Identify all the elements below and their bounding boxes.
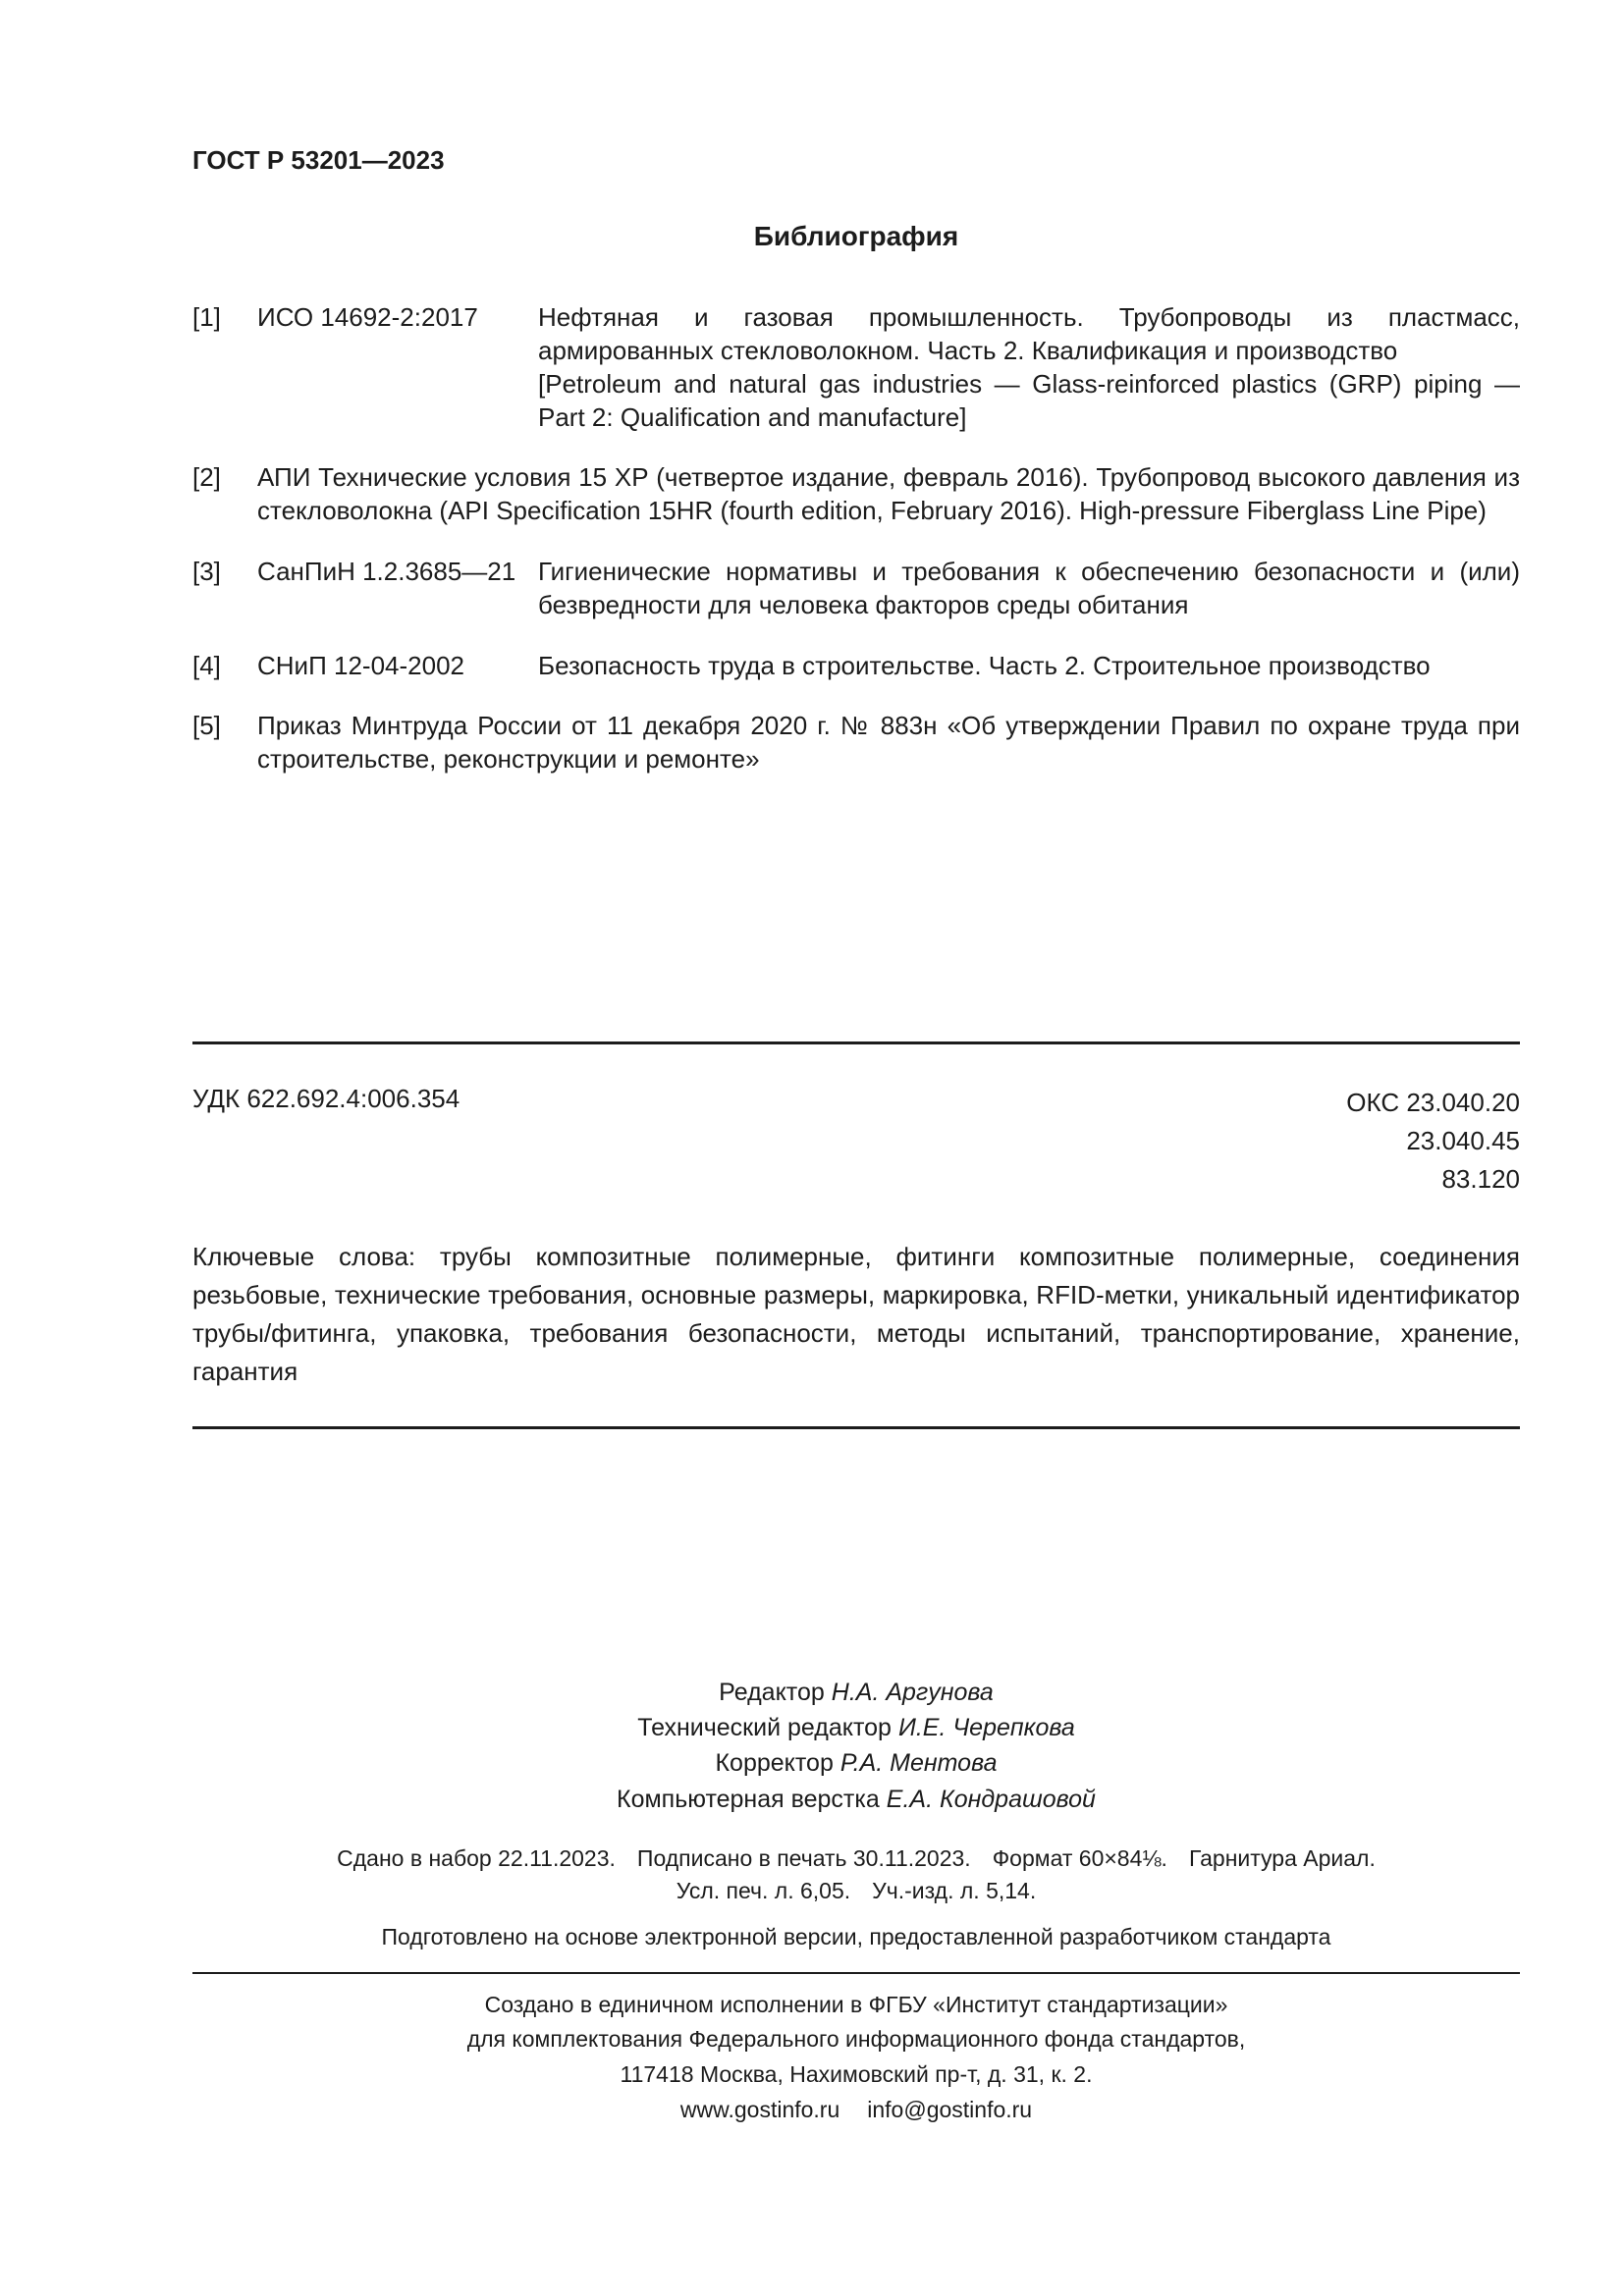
horizontal-rule-top: [192, 1041, 1520, 1044]
publisher-sheets: Уч.-изд. л. 5,14.: [872, 1878, 1037, 1904]
footer-line: для комплектования Федерального информационного фонда стандартов,: [466, 2026, 1246, 2053]
ref-text-russian: Нефтяная и газовая промышленность. Трубопроводы из пластмасс, армированных стекловолокном. Часть 2. Квалификация и производство: [538, 302, 1520, 365]
staff-line: [192, 1710, 1520, 1745]
format: Формат 60×84⅛.: [992, 1844, 1167, 1871]
horizontal-rule-middle: [192, 1426, 1520, 1429]
bibliography-item: [192, 650, 1520, 683]
footer-line: 117418 Москва, Нахимовский пр-т, д. 31, к. 2.: [620, 2060, 1093, 2087]
staff-line: [192, 1745, 1520, 1781]
preparation-note: Подготовлено на основе электронной версии, предоставленной разработчиком стандарта: [381, 1923, 1331, 1949]
publisher-footer: [192, 1988, 1520, 2128]
typeface: Гарнитура Ариал.: [1188, 1844, 1376, 1871]
oks-code-line: ОКС 23.040.20: [1346, 1087, 1520, 1117]
ref-description: Безопасность труда в строительстве. Часть 2. Строительное производство: [538, 650, 1431, 680]
bibliography-item: [192, 556, 1520, 622]
section-title: Библиография: [753, 221, 959, 252]
ref-text-english: [Petroleum and natural gas industries — Glass-reinforced plastics (GRP) piping — Part 2: Qualification and manufacture]: [538, 368, 1520, 432]
ref-code: СНиП 12-04-2002: [257, 650, 464, 680]
ref-description: Гигиенические нормативы и требования к обеспечению безопасности и (или) безвредности для человека факторов среды обитания: [538, 556, 1520, 619]
bibliography-item: [192, 461, 1520, 528]
ref-marker: [3]: [192, 556, 221, 586]
ref-marker: [5]: [192, 711, 221, 741]
ref-description: Приказ Минтруда России от 11 декабря 2020 г. № 883н «Об утверждении Правил по охране труда при строительстве, реконструкции и ремонте»: [257, 711, 1520, 774]
staff-name: Н.А. Аргунова: [831, 1678, 994, 1706]
print-sheets: Усл. печ. л. 6,05.: [676, 1878, 851, 1904]
staff-name: Р.А. Ментова: [839, 1749, 998, 1778]
bibliography-item: [192, 301, 1520, 434]
ref-description: [538, 301, 1520, 434]
bibliography-list: [192, 301, 1520, 776]
print-date: Подписано в печать 30.11.2023.: [636, 1844, 971, 1871]
keywords-paragraph: Ключевые слова: трубы композитные полимерные, фитинги композитные полимерные, соединения резьбовые, технические требования, основные размеры, маркировка, RFID-метки, уникальный идентификатор трубы/фитинга, упаковка, требования безопасности, методы испытаний, транспортирование, хранение, гарантия: [192, 1241, 1520, 1386]
staff-role: Редактор: [719, 1678, 825, 1706]
oks-code-line: 83.120: [1441, 1163, 1520, 1194]
staff-role: Технический редактор: [637, 1714, 892, 1742]
email-text: info@gostinfo.ru: [867, 2096, 1033, 2122]
editorial-staff: [192, 1675, 1520, 1817]
print-information: [192, 1842, 1520, 1908]
staff-name: И.Е. Черепкова: [897, 1714, 1075, 1742]
staff-line: [192, 1782, 1520, 1817]
staff-line: [192, 1675, 1520, 1710]
staff-role: Корректор: [715, 1749, 834, 1778]
udk-code: УДК 622.692.4:006.354: [192, 1083, 460, 1113]
ref-marker: [1]: [192, 302, 221, 333]
classification-codes: [192, 1084, 1520, 1199]
footer-contacts: [192, 2093, 1520, 2128]
staff-role: Компьютерная верстка: [617, 1785, 880, 1813]
print-line-1: [192, 1842, 1520, 1875]
website-text: www.gostinfo.ru: [679, 2096, 840, 2122]
staff-name: Е.А. Кондрашовой: [886, 1785, 1096, 1813]
doc-number: ГОСТ Р 53201—2023: [192, 145, 445, 175]
horizontal-rule-bottom: [192, 1972, 1520, 1974]
print-line-2: [192, 1875, 1520, 1907]
bibliography-item: [192, 710, 1520, 776]
oks-code-line: 23.040.45: [1406, 1125, 1520, 1155]
ref-code: СанПиН 1.2.3685—21: [257, 556, 516, 586]
ref-code: ИСО 14692-2:2017: [257, 302, 478, 333]
ref-description: АПИ Технические условия 15 ХР (четвертое издание, февраль 2016). Трубопровод высокого давления из стекловолокна (API Specification 15HR (fourth edition, February 2016). High-pressure Fiberglass Line Pipe): [257, 462, 1520, 526]
footer-line: Создано в единичном исполнении в ФГБУ «Институт стандартизации»: [484, 1991, 1228, 2017]
ref-marker: [4]: [192, 650, 221, 680]
oks-codes: [1346, 1084, 1520, 1199]
ref-marker: [2]: [192, 462, 221, 493]
typeset-date: Сдано в набор 22.11.2023.: [337, 1844, 616, 1871]
